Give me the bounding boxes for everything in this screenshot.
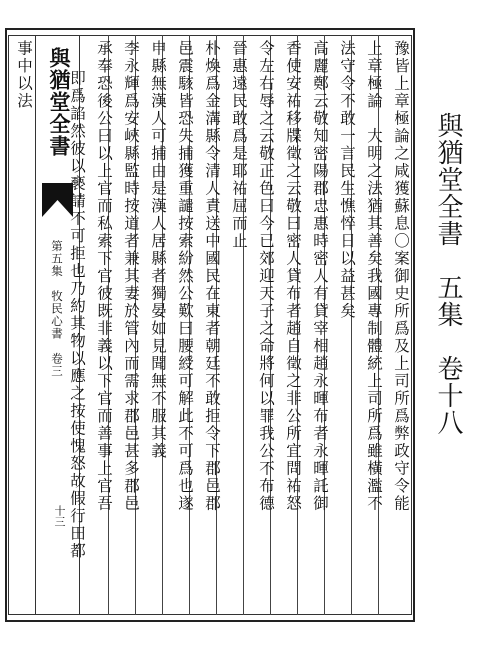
text-column: 朴煥爲金溝縣令清人責送中國民在東者朝廷不敢拒令下郡邑郡 <box>203 40 221 513</box>
text-column: 即爲諂然彼以褻請不可拒也乃約其物以應之按使愧怒故假行田都 <box>68 70 86 560</box>
page-number: 十三 <box>53 505 66 527</box>
text-column: 豫皆上章極論之咸獲蘇息〇案御史所爲及上司所爲弊政守令能 <box>392 40 410 513</box>
text-column: 事中以法 <box>15 40 33 110</box>
text-column: 令左右辱之云敬正色曰今已郊迎天子之命將何以罪我公不布德 <box>257 40 275 513</box>
band-subtitle: 第五集 牧民心書 卷三 <box>50 240 64 378</box>
text-column: 高麗鄭云敬知密陽郡忠惠時密人有貸宰相趙永暉布者永暉託御 <box>311 40 329 513</box>
text-column: 邑震駭皆恐失捕獲重譴按索紛然公歎曰腰綬可解此不可爲也遂 <box>176 40 194 513</box>
text-column: 上章極論 大明之法猶其善矣我國專制體統上司所爲雖橫濫不 <box>365 40 383 513</box>
text-column: 晉惠遠民敢爲是耶祐屈而止 <box>230 40 248 250</box>
text-frame <box>5 28 415 622</box>
text-column: 申縣無漢人可捕由是漢人居縣者獨晏如見聞無不服其義 <box>149 40 167 460</box>
band-title: 與猶堂全書 <box>47 47 72 157</box>
side-title: 與猶堂全書 五集 卷十八 <box>433 112 463 436</box>
text-column: 李永輝爲安峽縣監時按道者兼其妻於管內而需求郡邑甚多郡邑 <box>122 40 140 513</box>
text-column: 承奉恐後公曰以上官而私索下官彼既非義以下官而善事上官吾 <box>95 40 113 513</box>
text-column: 法守令不敢一言民生憔悴日以益甚矣 <box>338 40 356 320</box>
text-column: 香使安祐移牒徵之云敬曰密人貸布者趙自徵之非公所宜問祐怒 <box>284 40 302 513</box>
